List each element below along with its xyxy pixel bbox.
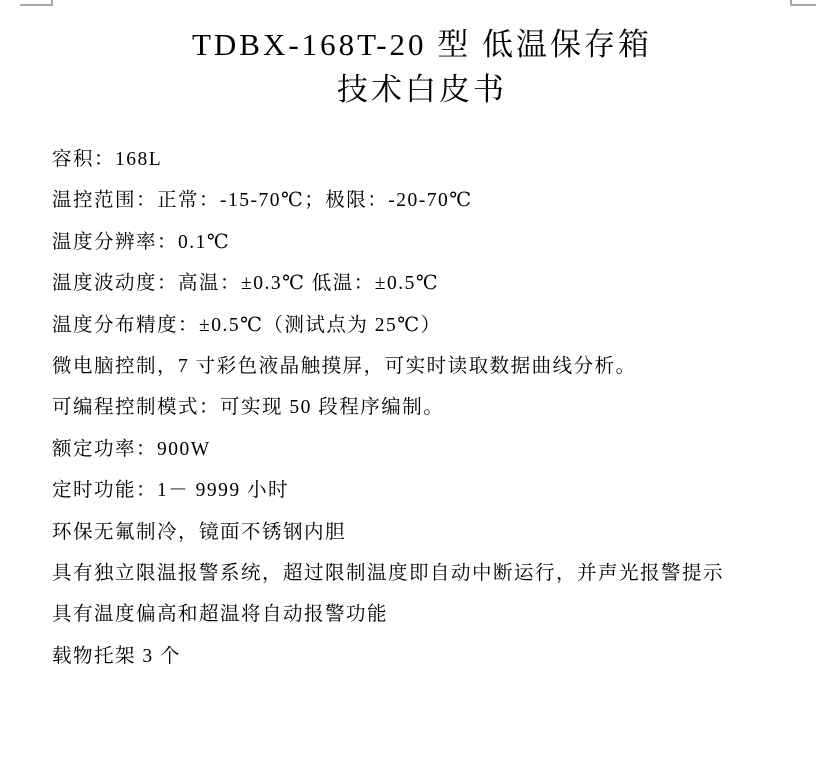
crop-mark-top-left-horizontal — [20, 4, 53, 6]
spec-line-timer-function: 定时功能：1－ 9999 小时 — [52, 480, 290, 502]
spec-line-controller: 微电脑控制，7 寸彩色液晶触摸屏，可实时读取数据曲线分析。 — [52, 355, 637, 377]
spec-line-temp-fluctuation: 温度波动度：高温：±0.3℃ 低温：±0.5℃ — [52, 273, 440, 295]
document-title — [52, 22, 792, 112]
spec-line-overtemp-alarm: 具有温度偏高和超温将自动报警功能 — [52, 604, 389, 626]
document-title-line2: 技术白皮书 — [337, 71, 507, 107]
spec-line-temp-range: 温控范围：正常：-15-70℃；极限：-20-70℃ — [52, 190, 473, 212]
document-title-line1: TDBX-168T-20 型 低温保存箱 — [191, 26, 653, 62]
spec-line-programmable-mode: 可编程控制模式：可实现 50 段程序编制。 — [52, 397, 445, 419]
document-body — [52, 139, 812, 677]
crop-mark-top-left-vertical — [51, 0, 53, 6]
spec-line-capacity: 容积：168L — [52, 149, 163, 170]
crop-mark-top-right-vertical — [790, 0, 792, 6]
spec-line-temp-uniformity: 温度分布精度：±0.5℃（测试点为 25℃） — [52, 314, 442, 336]
spec-line-temp-resolution: 温度分辨率：0.1℃ — [52, 231, 231, 253]
spec-line-rated-power: 额定功率：900W — [52, 438, 211, 460]
spec-line-limit-alarm: 具有独立限温报警系统，超过限制温度即自动中断运行，并声光报警提示 — [52, 562, 725, 584]
spec-line-shelves: 载物托架 3 个 — [52, 645, 182, 667]
spec-line-refrigeration-liner: 环保无氟制冷，镜面不锈钢内胆 — [52, 521, 347, 543]
crop-mark-top-right-horizontal — [792, 4, 816, 6]
